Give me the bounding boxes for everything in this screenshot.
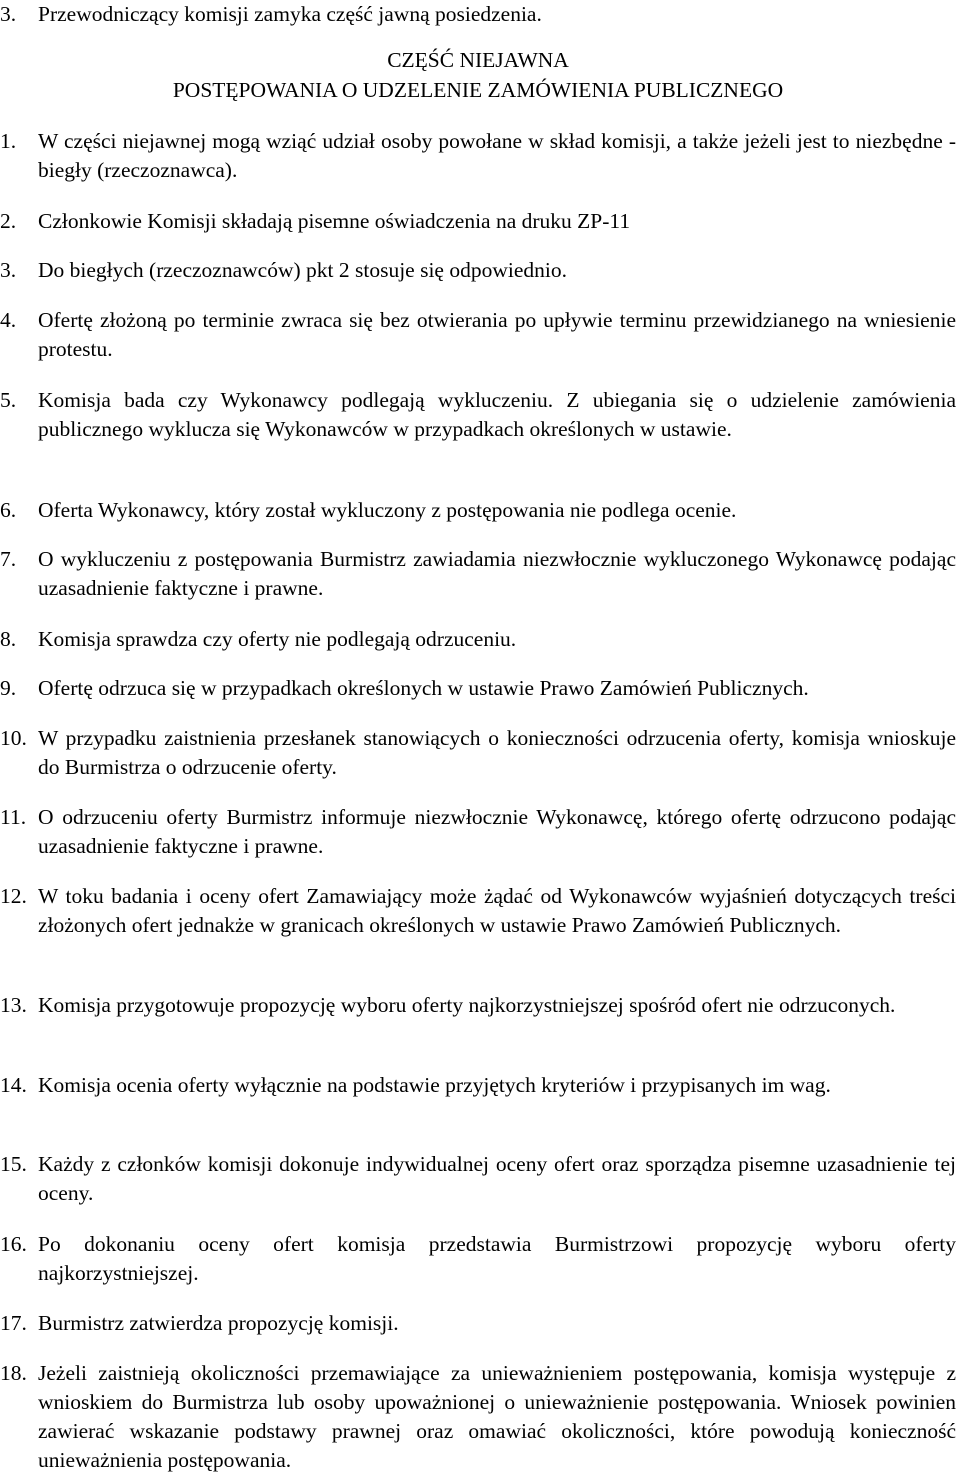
intro-item — [0, 0, 956, 29]
item-number: 10. — [0, 726, 27, 750]
item-text: Komisja ocenia oferty wyłącznie na podstawie przyjętych kryteriów i przypisanych im wag. — [38, 1073, 831, 1097]
item-text: Każdy z członków komisji dokonuje indywidualnej oceny ofert oraz sporządza pisemne uzasadnienie tej oceny. — [38, 1152, 956, 1205]
list-item-7 — [0, 545, 956, 603]
item-number: 4. — [0, 308, 17, 332]
item-number: 1. — [0, 129, 17, 153]
item-number: 11. — [0, 805, 27, 829]
heading-line-2: POSTĘPOWANIA O UDZELENIE ZAMÓWIENIA PUBLICZNEGO — [172, 78, 784, 102]
list-item-2 — [0, 207, 956, 236]
item-text: W toku badania i oceny ofert Zamawiający może żądać od Wykonawców wyjaśnień dotyczących treści złożonych ofert jednakże w granicach określonych w ustawie Prawo Zamówień Publicznych. — [38, 884, 956, 937]
heading-line-1: CZĘŚĆ NIEJAWNA — [387, 48, 569, 72]
item-text: Komisja bada czy Wykonawcy podlegają wykluczeniu. Z ubiegania się o udzielenie zamówienia publicznego wyklucza się Wykonawców w przypadkach określonych w ustawie. — [38, 388, 956, 441]
item-number: 15. — [0, 1152, 27, 1176]
item-text: Ofertę odrzuca się w przypadkach określonych w ustawie Prawo Zamówień Publicznych. — [38, 676, 809, 700]
item-text: O wykluczeniu z postępowania Burmistrz zawiadamia niezwłocznie wykluczonego Wykonawcę podając uzasadnienie faktyczne i prawne. — [38, 547, 956, 600]
item-number: 14. — [0, 1073, 27, 1097]
list-item-9 — [0, 674, 956, 703]
item-number: 2. — [0, 209, 17, 233]
item-number: 16. — [0, 1232, 27, 1256]
list-item-8 — [0, 625, 956, 654]
item-text: W części niejawnej mogą wziąć udział osoby powołane w skład komisji, a także jeżeli jest to niezbędne - biegły (rzeczoznawca). — [38, 129, 956, 182]
list-item-6 — [0, 496, 956, 525]
list-item-3 — [0, 256, 956, 285]
item-text: O odrzuceniu oferty Burmistrz informuje niezwłocznie Wykonawcę, którego ofertę odrzucono podając uzasadnienie faktyczne i prawne. — [38, 805, 956, 858]
item-number: 17. — [0, 1311, 27, 1335]
list-item-12 — [0, 882, 956, 940]
item-text: Komisja sprawdza czy oferty nie podlegają odrzuceniu. — [38, 627, 517, 651]
list-item-10 — [0, 724, 956, 782]
list-item-11 — [0, 803, 956, 861]
list-item-16 — [0, 1230, 956, 1288]
list-item-17 — [0, 1309, 956, 1338]
item-text: Przewodniczący komisji zamyka część jawną posiedzenia. — [38, 2, 542, 26]
item-number: 6. — [0, 498, 17, 522]
item-number: 3. — [0, 258, 17, 282]
item-number: 5. — [0, 388, 17, 412]
list-item-4 — [0, 306, 956, 364]
section-heading — [0, 45, 956, 105]
item-number: 3. — [0, 2, 17, 26]
item-number: 12. — [0, 884, 27, 908]
item-text: Burmistrz zatwierdza propozycję komisji. — [38, 1311, 399, 1335]
list-item-5 — [0, 386, 956, 444]
list-item-14 — [0, 1071, 956, 1100]
item-number: 7. — [0, 547, 17, 571]
item-text: Do biegłych (rzeczoznawców) pkt 2 stosuje się odpowiednio. — [38, 258, 567, 282]
item-number: 9. — [0, 676, 17, 700]
item-number: 18. — [0, 1361, 27, 1385]
item-text: Komisja przygotowuje propozycję wyboru oferty najkorzystniejszej spośród ofert nie odrzuconych. — [38, 993, 896, 1017]
item-text: W przypadku zaistnienia przesłanek stanowiących o konieczności odrzucenia oferty, komisja wnioskuje do Burmistrza o odrzucenie oferty. — [38, 726, 956, 779]
list-item-13 — [0, 991, 956, 1020]
item-text: Członkowie Komisji składają pisemne oświadczenia na druku ZP-11 — [38, 209, 631, 233]
list-item-1 — [0, 127, 956, 185]
list-item-18 — [0, 1359, 956, 1475]
item-text: Oferta Wykonawcy, który został wykluczony z postępowania nie podlega ocenie. — [38, 498, 737, 522]
item-number: 13. — [0, 993, 27, 1017]
list-item-15 — [0, 1150, 956, 1208]
item-text: Po dokonaniu oceny ofert komisja przedstawia Burmistrzowi propozycję wyboru oferty najkorzystniejszej. — [38, 1232, 956, 1285]
item-text: Jeżeli zaistnieją okoliczności przemawiające za unieważnieniem postępowania, komisja występuje z wnioskiem do Burmistrza lub osoby upoważnionej o unieważnienie postępowania. Wniosek powinien zawierać wskazanie podstawy prawnej oraz omawiać okoliczności, które powodują konieczność unieważnienia postępowania. — [38, 1361, 956, 1472]
item-text: Ofertę złożoną po terminie zwraca się bez otwierania po upływie terminu przewidzianego na wniesienie protestu. — [38, 308, 956, 361]
item-number: 8. — [0, 627, 17, 651]
